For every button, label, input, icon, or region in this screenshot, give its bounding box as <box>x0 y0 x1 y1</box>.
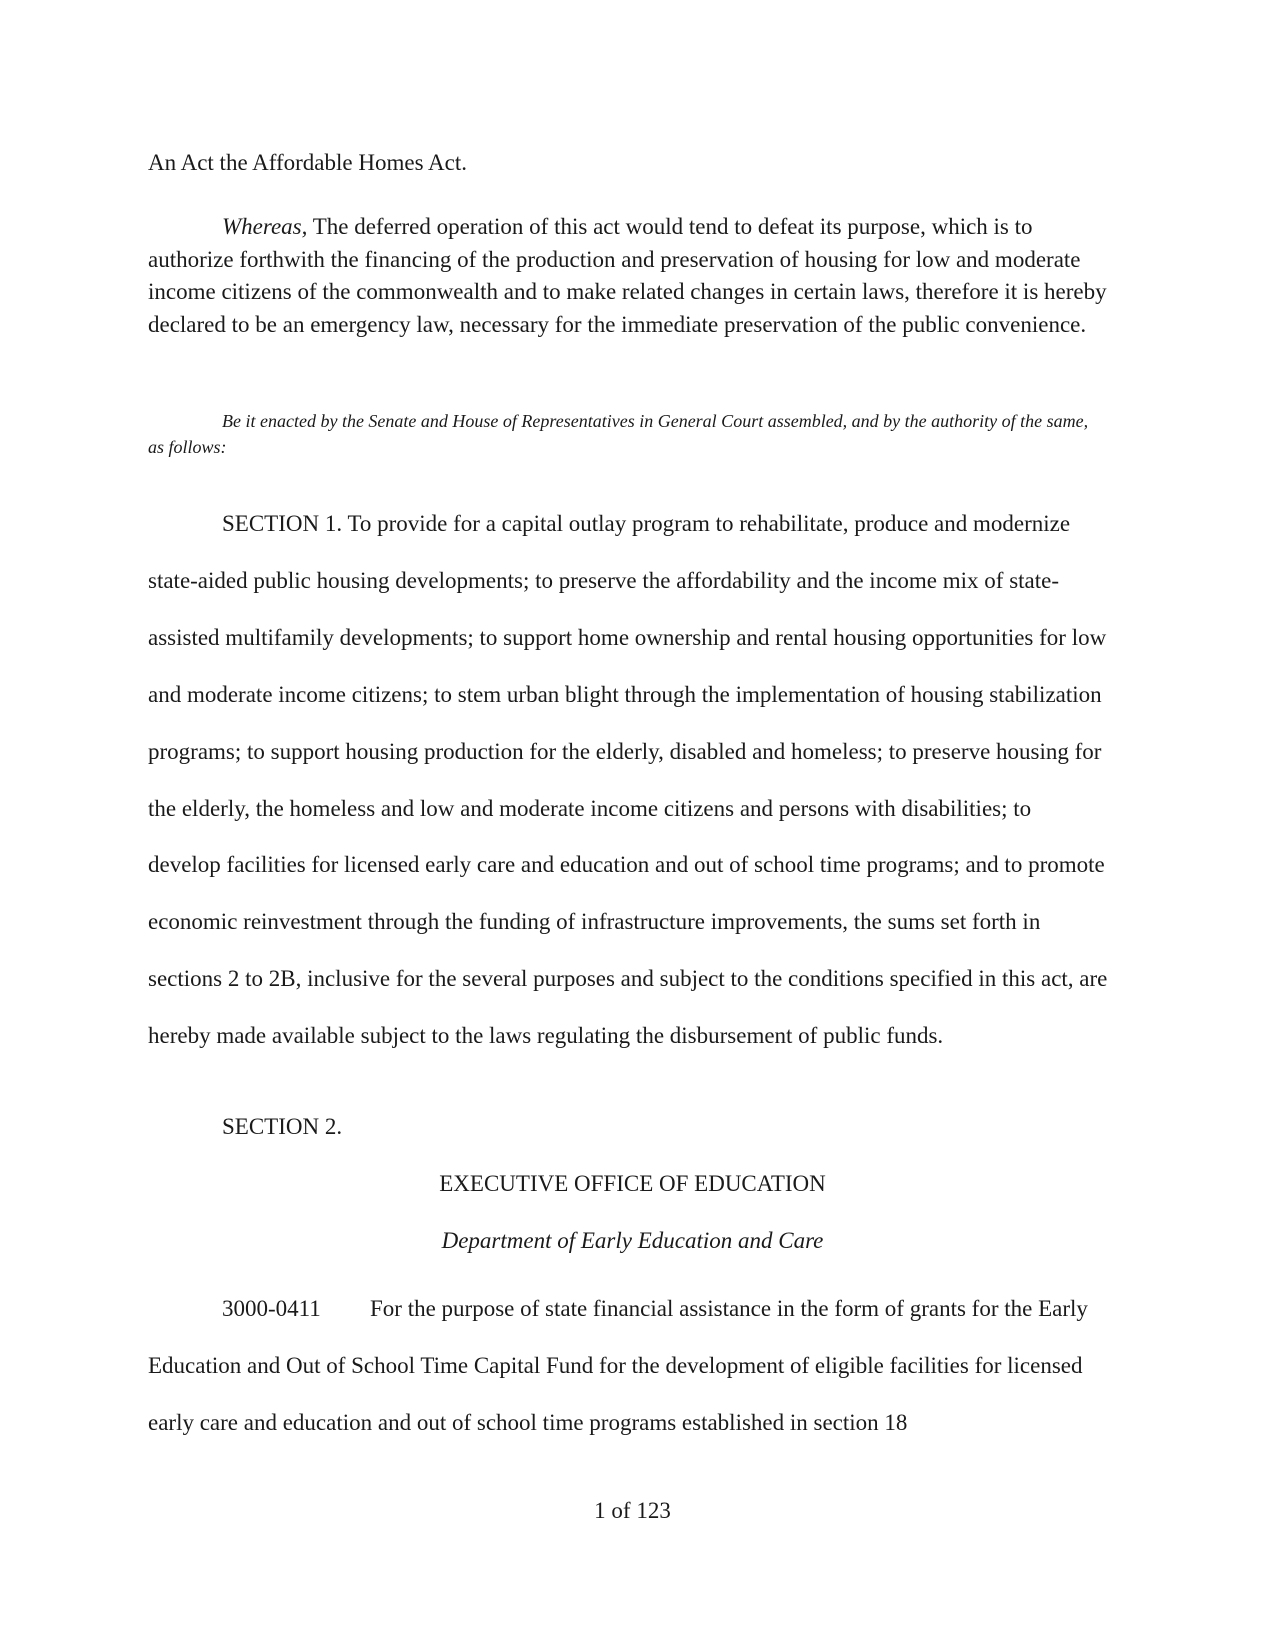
line-item-code: 3000-0411 <box>222 1296 321 1321</box>
department-heading: Department of Early Education and Care <box>441 1228 824 1253</box>
preamble-lead: Whereas, <box>222 214 308 239</box>
section-1-paragraph: SECTION 1. To provide for a capital outlay program to rehabilitate, produce and modernize state-aided public housing developments; to preserve the affordability and the income mix of state-assisted multifamily developments; to support home ownership and rental housing opportunities for low and moderate income citizens; to stem urban blight through the implementation of housing stabilization programs; to support housing production for the elderly, disabled and homeless; to preserve housing for the elderly, the homeless and low and moderate income citizens and persons with disabilities; to develop facilities for licensed early care and education and out of school time programs; and to promote economic reinvestment through the funding of infrastructure improvements, the sums set forth in sections 2 to 2B, inclusive for the several purposes and subject to the conditions specified in this act, are hereby made available subject to the laws regulating the disbursement of public funds. <box>148 511 1108 1049</box>
section-2-label: SECTION 2. <box>222 1114 343 1139</box>
office-heading: EXECUTIVE OFFICE OF EDUCATION <box>439 1171 826 1196</box>
line-item-paragraph <box>148 1281 1108 1452</box>
act-title: An Act the Affordable Homes Act. <box>148 150 467 175</box>
page-number: 1 of 123 <box>594 1498 671 1523</box>
line-item-text: For the purpose of state financial assistance in the form of grants for the Early Education and Out of School Time Capital Fund for the development of eligible facilities for licensed early care and education and out of school time programs established in section 18 <box>148 1296 1088 1435</box>
preamble-paragraph <box>148 211 1108 341</box>
preamble-text: The deferred operation of this act would tend to defeat its purpose, which is to authorize forthwith the financing of the production and preservation of housing for low and moderate income citizens of the commonwealth and to make related changes in certain laws, therefore it is hereby declared to be an emergency law, necessary for the immediate preservation of the public convenience. <box>148 214 1107 337</box>
enacting-clause: Be it enacted by the Senate and House of Representatives in General Court assembled, and by the authority of the same, as follows: <box>148 411 1089 457</box>
